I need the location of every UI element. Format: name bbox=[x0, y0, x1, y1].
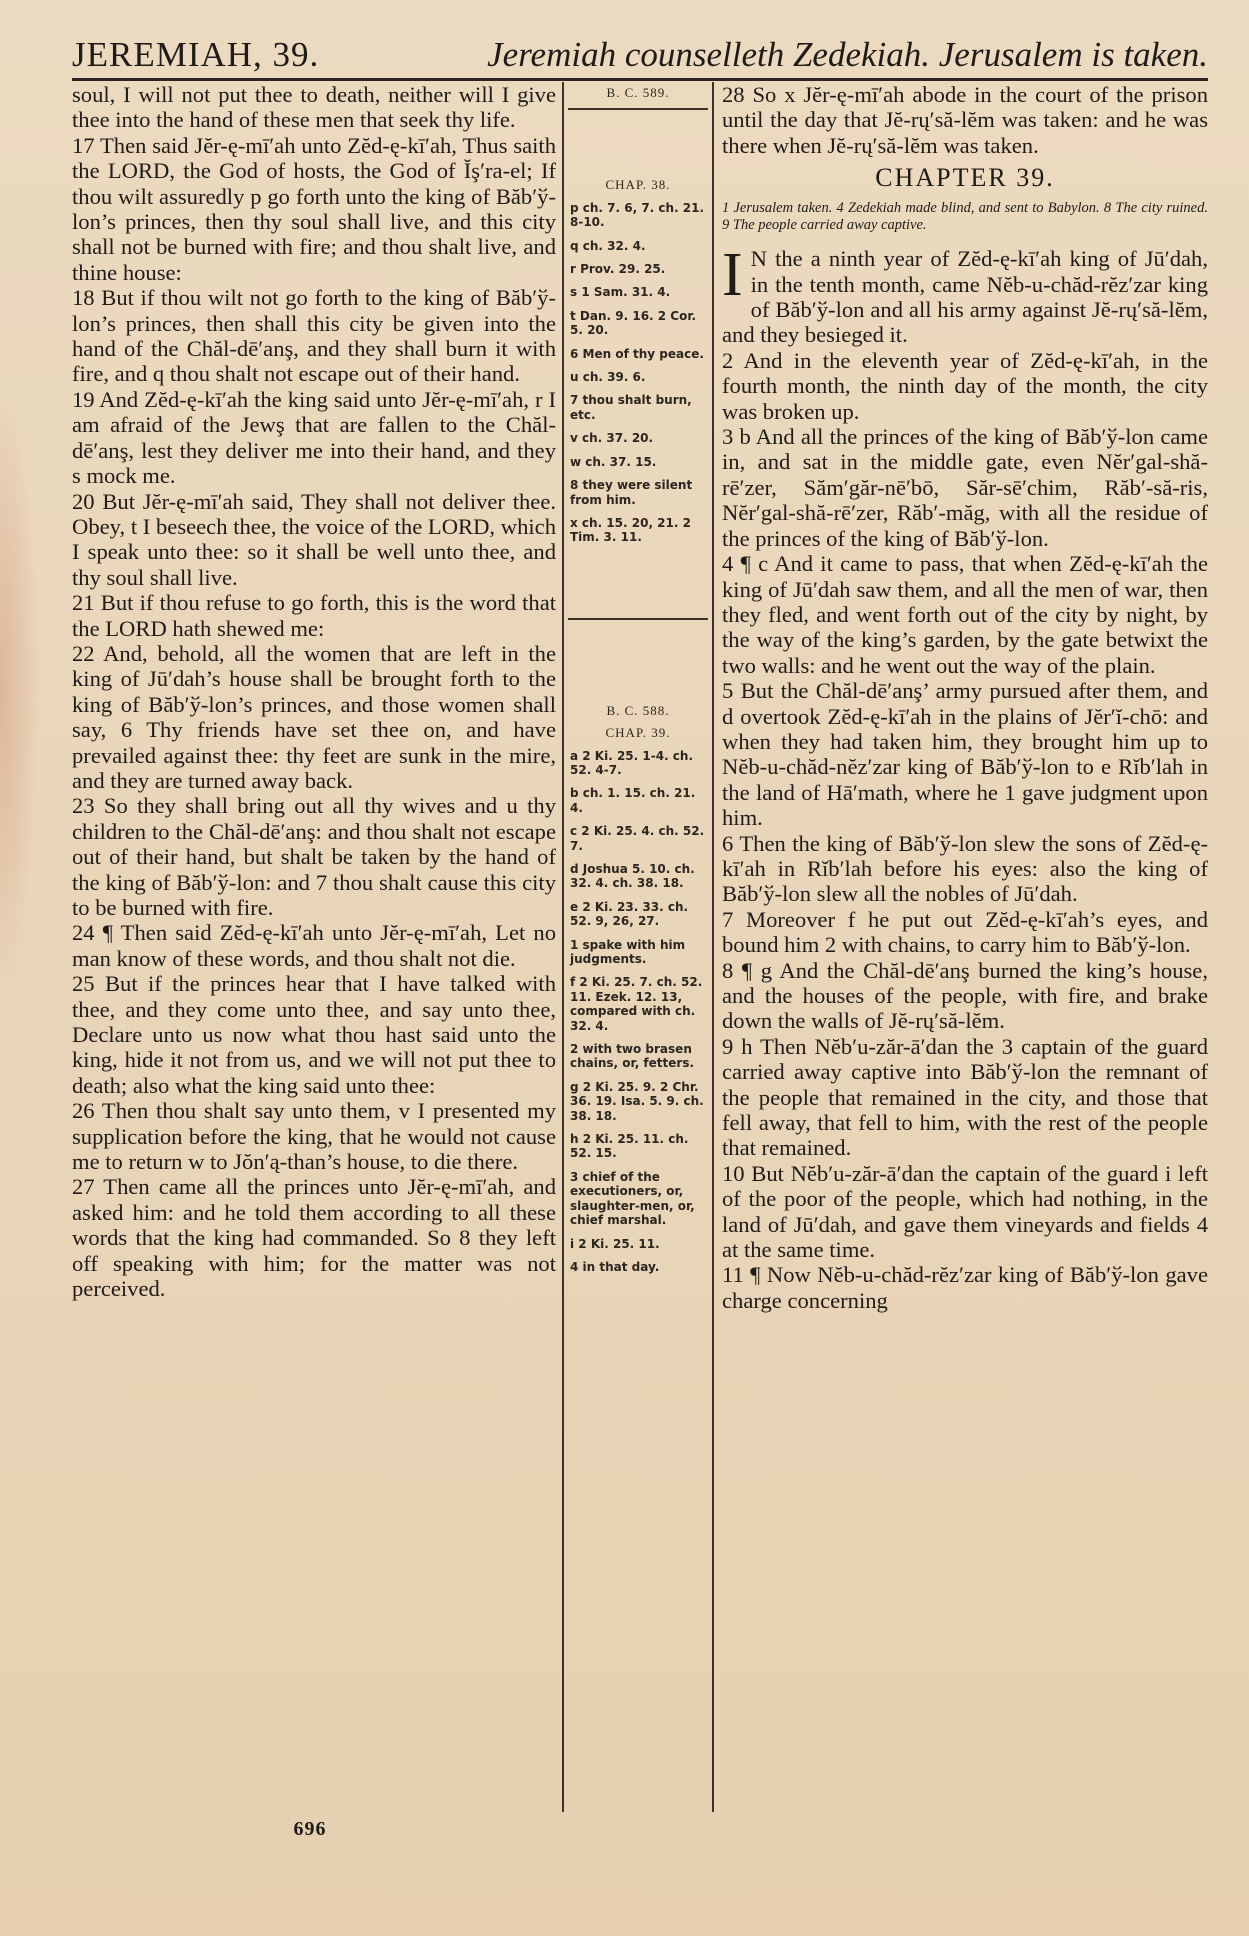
running-header bbox=[72, 26, 1208, 81]
verse-text: 26 Then thou shalt say unto them, v I presented my supplication before the king, that he would not cause me to return w to Jŏn′ą-than’s house, to die there. bbox=[72, 1098, 556, 1175]
reference-item: 3 chief of the executioners, or, slaughter-men, or, chief marshal. bbox=[570, 1169, 695, 1228]
verse-text: 9 h Then Nĕb′u-zăr-ā′dan the 3 captain of the guard carried away captive into Băb′ў-lon the remnant of the people that remained in the city, and those that fell away, that fell to him, with the rest of the people that remained. bbox=[722, 1033, 1208, 1161]
verse-text: 7 Moreover f he put out Zĕd-ę-kī′ah’s eyes, and bound him 2 with chains, to carry him to Băb′ў-lon. bbox=[722, 906, 1208, 958]
divider bbox=[568, 108, 708, 110]
page-number: 696 bbox=[293, 1818, 327, 1840]
reference-list bbox=[564, 749, 712, 1275]
reference-item: 4 in that day. bbox=[570, 1259, 660, 1274]
verse-text: soul, I will not put thee to death, neither will I give thee into the hand of these men that seek thy life. bbox=[72, 82, 556, 133]
verse-text: 10 But Nĕb′u-zăr-ā′dan the captain of the guard i left of the poor of the people, which had nothing, in the land of Jū′dah, and gave them vineyards and fields 4 at the same time. bbox=[722, 1160, 1208, 1263]
reference-item: u ch. 39. 6. bbox=[570, 370, 646, 385]
reference-item: 7 thou shalt burn, etc. bbox=[570, 393, 692, 422]
reference-item: i 2 Ki. 25. 11. bbox=[570, 1236, 660, 1251]
header-book: JEREMIAH, 39. bbox=[72, 35, 320, 74]
verse-text: 5 But the Chăl-dē′anş’ army pursued after them, and d overtook Zĕd-ę-kī′ah in the plains of Jĕr′ĭ-chō: and when they had taken him, they brought him up to Nĕb-u-chăd-nĕz′zar king of Băb′ў-lon to e Rĭb′lah in the land of Hā′math, where he 1 gave judgment upon him. bbox=[722, 678, 1208, 831]
verse-text: 3 b And all the princes of the king of Băb′ў-lon came in, and sat in the middle gate, even Nĕr′gal-shă-rē′zer, Săm′găr-nē′bō, Săr-sē′chim, Răb′-să-ris, Nĕr′gal-shă-rē′zer, Răb′-măg, with all the residue of the princes of the king of Băb′ў-lon. bbox=[722, 424, 1208, 551]
verse-text: 8 ¶ g And the Chăl-dē′anş burned the king’s house, and the houses of the people, with fire, and brake down the walls of Jĕ-rų′să-lĕm. bbox=[722, 957, 1208, 1034]
verse-text: 25 But if the princes hear that I have talked with thee, and they come unto thee, and say unto thee, Declare unto us now what thou hast said unto the king, hide it not from us, and we will not put thee to death; also what the king said unto thee: bbox=[72, 971, 556, 1098]
verse-text: N the a ninth year of Zĕd-ę-kī′ah king of Jū′dah, in the tenth month, came Nĕb-u-chăd-rĕz′zar king of Băb′ў-lon and all his army against Jĕ-rų′să-lĕm, and they besieged it. bbox=[722, 246, 1208, 348]
verse-text: 18 But if thou wilt not go forth to the king of Băb′ў-lon’s princes, then shall this city be given into the hand of the Chăl-dē′anş, and they shall burn it with fire, and q thou shalt not escape out of their hand. bbox=[72, 285, 556, 387]
reference-list bbox=[564, 201, 712, 545]
reference-item: q ch. 32. 4. bbox=[570, 238, 646, 253]
reference-item: 1 spake with him judgments. bbox=[570, 937, 686, 966]
reference-item: b ch. 1. 15. ch. 21. 4. bbox=[570, 786, 696, 815]
reference-item: e 2 Ki. 23. 33. ch. 52. 9, 26, 27. bbox=[570, 899, 689, 929]
bc-label: B. C. 588. bbox=[606, 702, 670, 718]
verse-text: 11 ¶ Now Nĕb-u-chăd-rĕz′zar king of Băb′ў-lon gave charge concerning bbox=[722, 1262, 1208, 1313]
verse-text: 23 So they shall bring out all thy wives and u thy children to the Chăl-dē′anş: and thou shalt not escape out of their hand, but shalt be taken by the hand of the king of Băb′ў-lon: and 7 thou shalt cause this city to be burned with fire. bbox=[72, 793, 556, 920]
reference-item: t Dan. 9. 16. 2 Cor. 5. 20. bbox=[570, 308, 697, 338]
verse-text: 27 Then came all the princes unto Jĕr-ę-mī′ah, and asked him: and he told them according to all these words that the king had commanded. So 8 they left off speaking with him; for the matter was not perceived. bbox=[72, 1174, 556, 1302]
page-stain bbox=[0, 380, 40, 1000]
bc-label: B. C. 589. bbox=[606, 85, 670, 100]
right-column bbox=[722, 82, 1208, 1812]
chapter-title: CHAPTER 39. bbox=[875, 163, 1055, 193]
verse-text: 28 So x Jĕr-ę-mī′ah abode in the court of the prison until the day that Jĕ-rų′să-lĕm was taken: and he was there when Jĕ-rų′să-lĕm was taken. bbox=[722, 82, 1208, 158]
verse-text: 6 Then the king of Băb′ў-lon slew the sons of Zĕd-ę-kī′ah in Rĭb′lah before his eyes: also the king of Băb′ў-lon slew all the nobles of Jū′dah. bbox=[722, 830, 1208, 907]
reference-item: 8 they were silent from him. bbox=[570, 478, 693, 507]
verse-text: 17 Then said Jĕr-ę-mī′ah unto Zĕd-ę-kī′ah, Thus saith the LORD, the God of hosts, the God of Ĭş′ra-el; If thou wilt assuredly p go forth unto the king of Băb′ў-lon’s princes, then thy soul shall live, and this city shall not be burned with fire; and thou shalt live, and thine house: bbox=[72, 132, 556, 285]
left-column bbox=[72, 82, 556, 1812]
reference-item: 2 with two brasen chains, or, fetters. bbox=[570, 1042, 695, 1071]
reference-item: c 2 Ki. 25. 4. ch. 52. 7. bbox=[570, 824, 705, 853]
verse-1 bbox=[722, 241, 1208, 348]
reference-item: v ch. 37. 20. bbox=[570, 431, 654, 446]
reference-item: 6 Men of thy peace. bbox=[570, 346, 704, 361]
reference-item: w ch. 37. 15. bbox=[570, 454, 657, 469]
verse-text: 21 But if thou refuse to go forth, this is the word that the LORD hath shewed me: bbox=[72, 590, 556, 641]
drop-cap: I bbox=[722, 241, 743, 310]
chapter-label: CHAP. 39. bbox=[605, 725, 671, 741]
reference-item: a 2 Ki. 25. 1-4. ch. 52. 4-7. bbox=[570, 748, 694, 777]
reference-item: x ch. 15. 20, 21. 2 Tim. 3. 11. bbox=[570, 515, 691, 545]
chapter-label: CHAP. 38. bbox=[605, 177, 671, 193]
reference-item: h 2 Ki. 25. 11. ch. 52. 15. bbox=[570, 1132, 689, 1161]
reference-item: p ch. 7. 6, 7. ch. 21. 8-10. bbox=[570, 200, 705, 230]
reference-item: r Prov. 29. 25. bbox=[570, 262, 666, 277]
verse-text: 24 ¶ Then said Zĕd-ę-kī′ah unto Jĕr-ę-mī′ah, Let no man know of these words, and thou shalt not die. bbox=[72, 920, 556, 971]
verse-text: 22 And, behold, all the women that are left in the king of Jū′dah’s house shall be brought forth to the king of Băb′ў-lon’s princes, and those women shall say, 6 Thy friends have set thee on, and have prevailed against thee: thy feet are sunk in the mire, and they are turned away back. bbox=[72, 640, 556, 793]
reference-item: f 2 Ki. 25. 7. ch. 52. 11. Ezek. 12. 13, compared with ch. 32. 4. bbox=[570, 975, 703, 1033]
reference-item: d Joshua 5. 10. ch. 32. 4. ch. 38. 18. bbox=[570, 861, 695, 891]
header-topic: Jeremiah counselleth Zedekiah. Jerusalem is taken. bbox=[487, 35, 1208, 74]
verse-text: 2 And in the eleventh year of Zĕd-ę-kī′ah, in the fourth month, the ninth day of the month, the city was broken up. bbox=[722, 347, 1208, 424]
verse-text: 19 And Zĕd-ę-kī′ah the king said unto Jĕr-ę-mī′ah, r I am afraid of the Jewş that are fallen to the Chăl-dē′anş, lest they deliver me into their hand, and they s mock me. bbox=[72, 386, 556, 489]
verse-text: 20 But Jĕr-ę-mī′ah said, They shall not deliver thee. Obey, t I beseech thee, the voice of the LORD, which I speak unto thee: so it shall be well unto thee, and thy soul shall live. bbox=[72, 488, 556, 590]
divider bbox=[568, 618, 708, 620]
verse-text: 4 ¶ c And it came to pass, that when Zĕd-ę-kī′ah the king of Jū′dah saw them, and all the men of war, then they fled, and went forth out of the city by night, by the way of the king’s garden, by the gate betwixt the two walls: and he went out the way of the plain. bbox=[722, 551, 1208, 678]
reference-item: g 2 Ki. 25. 9. 2 Chr. 36. 19. Isa. 5. 9. ch. 38. 18. bbox=[570, 1079, 704, 1123]
reference-item: s 1 Sam. 31. 4. bbox=[570, 285, 671, 300]
reference-column bbox=[562, 82, 714, 1812]
chapter-summary: 1 Jerusalem taken. 4 Zedekiah made blind, and sent to Babylon. 8 The city ruined. 9 The people carried away captive. bbox=[722, 200, 1208, 234]
